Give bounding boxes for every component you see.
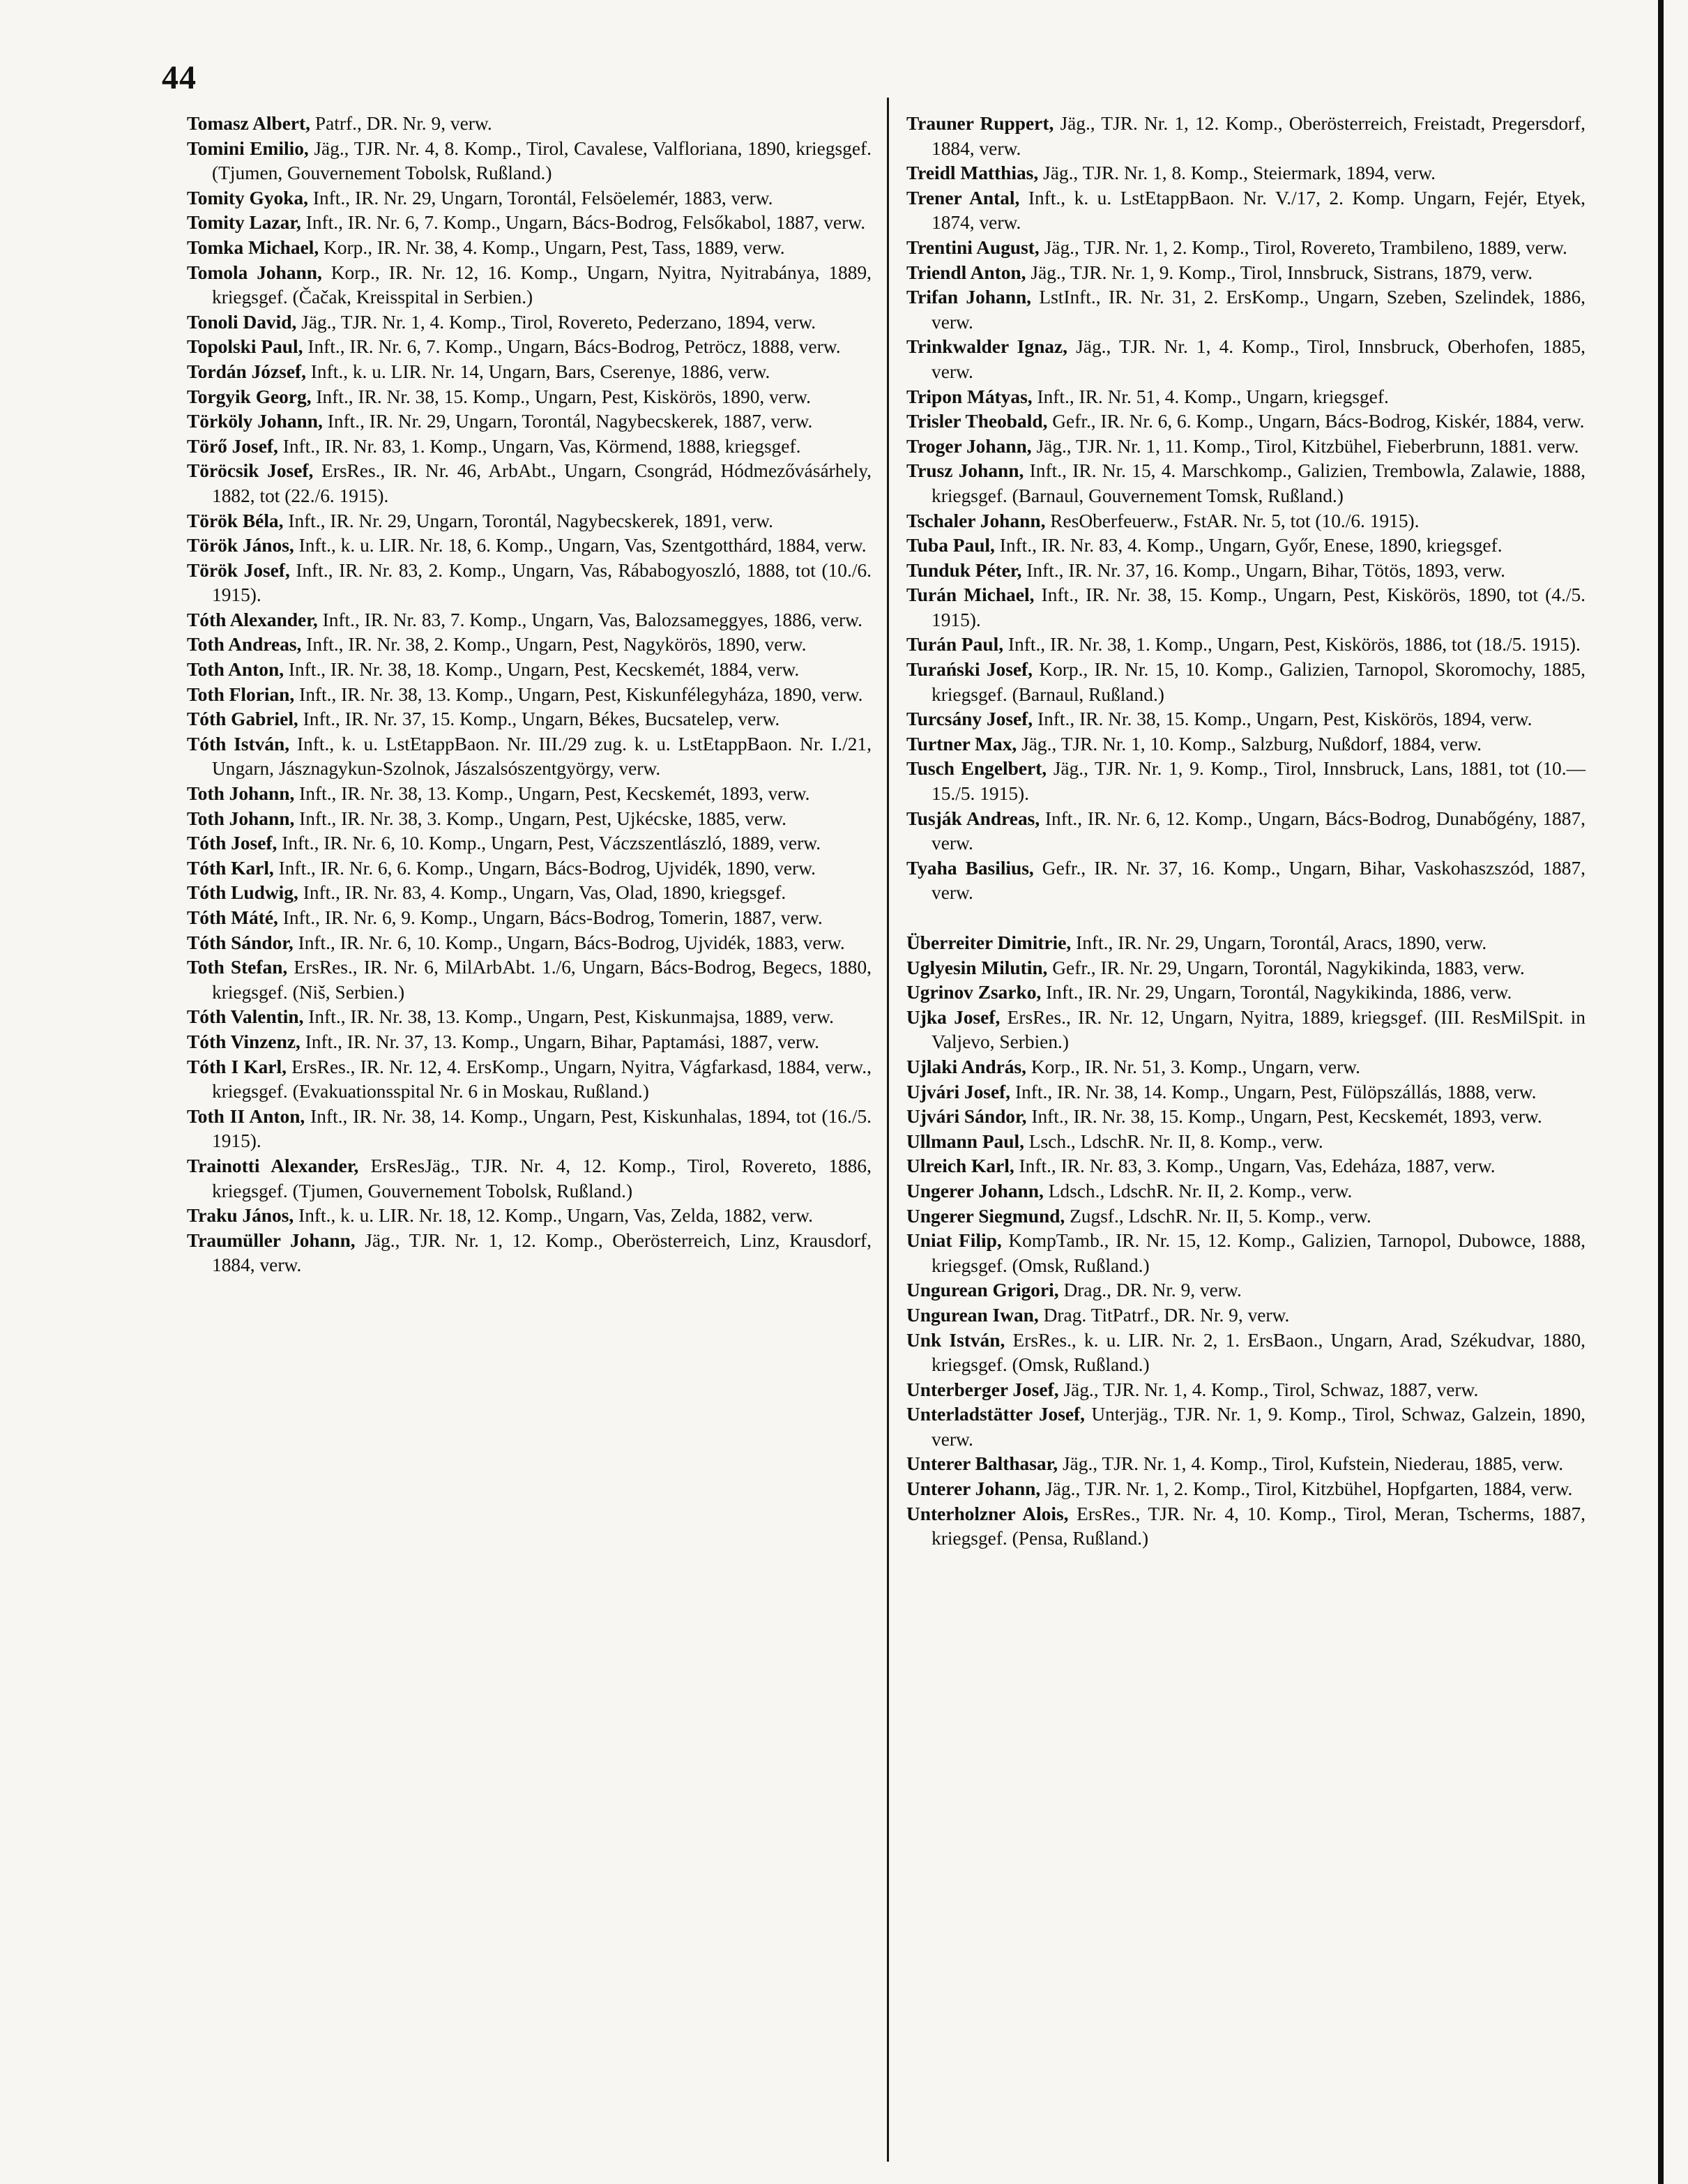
- list-entry: [187, 1105, 872, 1154]
- list-entry: [906, 509, 1586, 534]
- entry-name: Tyaha Basilius,: [906, 857, 1034, 879]
- list-entry: [187, 236, 872, 261]
- list-entry: [187, 186, 872, 211]
- entry-details: Inft., k. u. LstEtappBaon. Nr. V./17, 2. Komp. Ungarn, Fejér, Etyek, 1874, verw.: [932, 187, 1586, 234]
- entry-name: Török Béla,: [187, 510, 284, 531]
- list-entry: [906, 1502, 1586, 1552]
- list-entry: [906, 931, 1586, 956]
- entry-details: Jäg., TJR. Nr. 1, 4. Komp., Tirol, Rovereto, Pederzano, 1894, verw.: [296, 311, 816, 333]
- entry-details: Inft., IR. Nr. 38, 2. Komp., Ungarn, Pest, Nagykörös, 1890, verw.: [301, 634, 807, 655]
- list-entry: [187, 137, 872, 186]
- entry-details: Jäg., TJR. Nr. 1, 4. Komp., Tirol, Schwaz, 1887, verw.: [1058, 1379, 1479, 1400]
- entry-details: Drag., DR. Nr. 9, verw.: [1058, 1280, 1242, 1301]
- entry-name: Traku János,: [187, 1205, 294, 1227]
- entry-details: Inft., IR. Nr. 29, Ungarn, Torontál, Felsöelemér, 1883, verw.: [308, 187, 773, 208]
- entry-details: Inft., IR. Nr. 37, 13. Komp., Ungarn, Bihar, Paptamási, 1887, verw.: [300, 1031, 820, 1052]
- list-entry: [906, 1452, 1586, 1477]
- list-entry: [906, 434, 1586, 460]
- entry-details: Jäg., TJR. Nr. 1, 11. Komp., Tirol, Kitzbühel, Fieberbrunn, 1881. verw.: [1031, 435, 1579, 457]
- entry-details: Inft., IR. Nr. 38, 18. Komp., Ungarn, Pest, Kecskemét, 1884, verw.: [284, 659, 800, 681]
- entry-details: Jäg., TJR. Nr. 1, 12. Komp., Oberösterreich, Linz, Krausdorf, 1884, verw.: [212, 1229, 872, 1276]
- entry-details: Inft., IR. Nr. 6, 6. Komp., Ungarn, Bács-Bodrog, Ujvidék, 1890, verw.: [273, 857, 816, 879]
- list-entry: [906, 385, 1586, 410]
- list-entry: [187, 782, 872, 807]
- entry-name: Tripon Mátyas,: [906, 386, 1033, 407]
- entry-name: Trener Antal,: [906, 187, 1020, 208]
- entry-details: Inft., IR. Nr. 6, 7. Komp., Ungarn, Bács-Bodrog, Petröcz, 1888, verw.: [303, 336, 841, 358]
- entry-name: Tomola Johann,: [187, 261, 322, 283]
- entry-name: Törköly Johann,: [187, 411, 323, 432]
- entry-name: Tóth Alexander,: [187, 609, 318, 630]
- list-entry: [906, 807, 1586, 856]
- entry-details: Inft., IR. Nr. 51, 4. Komp., Ungarn, kriegsgef.: [1032, 386, 1389, 407]
- entry-details: Jäg., TJR. Nr. 1, 4. Komp., Tirol, Kufstein, Niederau, 1885, verw.: [1058, 1453, 1564, 1475]
- list-entry: [187, 211, 872, 236]
- entry-details: Jäg., TJR. Nr. 1, 9. Komp., Tirol, Innsbruck, Sistrans, 1879, verw.: [1026, 261, 1533, 283]
- entry-details: ErsRes., IR. Nr. 46, ArbAbt., Ungarn, Csongrád, Hódmezővásárhely, 1882, tot (22./6. 1915).: [212, 460, 872, 506]
- entry-name: Toth II Anton,: [187, 1105, 305, 1127]
- entry-name: Toth Johann,: [187, 807, 295, 829]
- entry-name: Töröcsik Josef,: [187, 460, 314, 482]
- entry-details: Inft., IR. Nr. 83, 4. Komp., Ungarn, Vas, Olad, 1890, kriegsgef.: [298, 882, 786, 904]
- entry-name: Turán Paul,: [906, 634, 1004, 655]
- entry-name: Troger Johann,: [906, 435, 1032, 457]
- list-entry: [906, 1105, 1586, 1130]
- entry-details: Inft., IR. Nr. 83, 2. Komp., Ungarn, Vas, Rábabogyoszló, 1888, tot (10./6. 1915).: [212, 559, 872, 606]
- list-entry: [187, 931, 872, 956]
- entry-name: Uniat Filip,: [906, 1230, 1002, 1252]
- list-entry: [187, 409, 872, 434]
- list-entry: [187, 1030, 872, 1055]
- list-entry: [906, 559, 1586, 584]
- list-entry: [906, 1130, 1586, 1155]
- entry-name: Toth Andreas,: [187, 634, 302, 655]
- list-entry: [187, 112, 872, 137]
- entry-name: Tóth Vinzenz,: [187, 1031, 301, 1052]
- page-edge-border: [1658, 0, 1664, 2184]
- entry-details: Jäg., TJR. Nr. 1, 2. Komp., Tirol, Kitzbühel, Hopfgarten, 1884, verw.: [1040, 1478, 1573, 1500]
- entry-details: Inft., k. u. LIR. Nr. 18, 12. Komp., Ungarn, Vas, Zelda, 1882, verw.: [294, 1205, 813, 1227]
- entry-name: Tuba Paul,: [906, 535, 995, 556]
- list-entry: [187, 608, 872, 633]
- list-entry: [187, 881, 872, 906]
- entry-details: Inft., IR. Nr. 38, 3. Komp., Ungarn, Pest, Ujkécske, 1885, verw.: [294, 807, 787, 829]
- entry-details: Inft., IR. Nr. 29, Ungarn, Torontál, Nagybecskerek, 1891, verw.: [283, 510, 773, 531]
- entry-details: Inft., IR. Nr. 6, 12. Komp., Ungarn, Bács-Bodrog, Dunabőgény, 1887, verw.: [932, 807, 1586, 854]
- entry-name: Unterer Johann,: [906, 1478, 1041, 1500]
- entry-name: Török Josef,: [187, 559, 290, 581]
- list-entry: [187, 1204, 872, 1229]
- entry-details: Inft., IR. Nr. 38, 15. Komp., Ungarn, Pest, Kiskörös, 1890, verw.: [311, 386, 811, 407]
- entry-details: ErsRes., IR. Nr. 12, Ungarn, Nyitra, 1889, kriegsgef. (III. ResMilSpit. in Valjevo, Serbien.): [932, 1006, 1586, 1053]
- entry-details: Inft., IR. Nr. 29, Ungarn, Torontál, Nagybecskerek, 1887, verw.: [322, 411, 813, 432]
- entry-name: Török János,: [187, 535, 294, 556]
- entry-name: Turański Josef,: [906, 659, 1033, 681]
- entry-details: Unterjäg., TJR. Nr. 1, 9. Komp., Tirol, Schwaz, Galzein, 1890, verw.: [932, 1404, 1586, 1450]
- entry-name: Topolski Paul,: [187, 336, 303, 358]
- entry-details: Inft., IR. Nr. 29, Ungarn, Torontál, Aracs, 1890, verw.: [1071, 932, 1487, 953]
- entry-details: Jäg., TJR. Nr. 1, 8. Komp., Steiermark, 1894, verw.: [1038, 162, 1436, 184]
- entry-details: Gefr., IR. Nr. 6, 6. Komp., Ungarn, Bács-Bodrog, Kiskér, 1884, verw.: [1047, 411, 1585, 432]
- list-entry: [187, 732, 872, 782]
- entry-name: Unterholzner Alois,: [906, 1503, 1069, 1524]
- entry-name: Tomasz Albert,: [187, 113, 311, 134]
- entry-name: Toth Florian,: [187, 683, 295, 705]
- entry-name: Tschaler Johann,: [906, 510, 1046, 531]
- list-entry: [906, 1179, 1586, 1204]
- list-entry: [906, 583, 1586, 632]
- entry-name: Ulreich Karl,: [906, 1155, 1014, 1177]
- entry-name: Ujlaki András,: [906, 1056, 1026, 1077]
- list-entry: [906, 707, 1586, 732]
- entry-details: ErsRes., IR. Nr. 6, MilArbAbt. 1./6, Ungarn, Bács-Bodrog, Begecs, 1880, kriegsgef. (Niš, Serbien.): [212, 957, 872, 1003]
- page-number: 44: [162, 59, 197, 96]
- entry-details: Inft., IR. Nr. 38, 13. Komp., Ungarn, Pest, Kiskunmajsa, 1889, verw.: [303, 1006, 834, 1028]
- section-gap: [906, 906, 1586, 931]
- list-entry: [906, 1080, 1586, 1105]
- entry-details: Inft., IR. Nr. 38, 15. Komp., Ungarn, Pest, Kiskörös, 1890, tot (4./5. 1915).: [932, 584, 1586, 630]
- entry-details: Inft., IR. Nr. 38, 15. Komp., Ungarn, Pest, Kiskörös, 1894, verw.: [1033, 708, 1533, 730]
- list-entry: [187, 335, 872, 360]
- entry-details: Inft., IR. Nr. 38, 14. Komp., Ungarn, Pest, Kiskunhalas, 1894, tot (16./5. 1915).: [212, 1105, 872, 1152]
- entry-name: Tonoli David,: [187, 311, 297, 333]
- list-entry: [906, 757, 1586, 806]
- entry-details: Inft., k. u. LstEtappBaon. Nr. III./29 zug. k. u. LstEtappBaon. Nr. I./21, Ungarn, Jásznagykun-Szolnok, Jászalsószentgyörgy, verw.: [212, 733, 872, 780]
- entry-name: Toth Anton,: [187, 659, 284, 681]
- entry-name: Tusják Andreas,: [906, 807, 1040, 829]
- list-entry: [187, 683, 872, 708]
- entry-name: Tóth Máté,: [187, 907, 278, 928]
- entry-name: Treidl Matthias,: [906, 162, 1039, 184]
- list-entry: [187, 559, 872, 608]
- list-entry: [906, 236, 1586, 261]
- list-entry: [906, 1154, 1586, 1179]
- list-entry: [906, 285, 1586, 335]
- entry-name: Törő Josef,: [187, 435, 278, 457]
- list-entry: [906, 1278, 1586, 1303]
- entry-name: Unterberger Josef,: [906, 1379, 1059, 1400]
- entry-name: Ungerer Johann,: [906, 1180, 1044, 1201]
- list-entry: [187, 310, 872, 335]
- entry-name: Turtner Max,: [906, 733, 1017, 754]
- list-entry: [906, 186, 1586, 236]
- list-entry: [906, 1378, 1586, 1403]
- entry-details: ErsRes., k. u. LIR. Nr. 2, 1. ErsBaon., Ungarn, Arad, Székudvar, 1880, kriegsgef. (Omsk, Rußland.): [932, 1329, 1586, 1376]
- entry-name: Tordán József,: [187, 361, 306, 382]
- entry-details: ErsRes., IR. Nr. 12, 4. ErsKomp., Ungarn, Nyitra, Vágfarkasd, 1884, verw., kriegsgef. (Evakuationsspital Nr. 6 in Moskau, Rußland.): [212, 1056, 872, 1102]
- list-entry: [906, 409, 1586, 434]
- list-entry: [906, 1229, 1586, 1278]
- list-entry: [906, 1055, 1586, 1080]
- entry-details: Ldsch., LdschR. Nr. II, 2. Komp., verw.: [1043, 1180, 1353, 1201]
- entry-details: Jäg., TJR. Nr. 1, 4. Komp., Tirol, Innsbruck, Oberhofen, 1885, verw.: [932, 336, 1586, 382]
- entry-name: Ujvári Josef,: [906, 1081, 1011, 1102]
- entry-name: Unk István,: [906, 1329, 1005, 1351]
- entry-details: Lsch., LdschR. Nr. II, 8. Komp., verw.: [1024, 1130, 1323, 1152]
- entry-details: KompTamb., IR. Nr. 15, 12. Komp., Galizien, Tarnopol, Dubowce, 1888, kriegsgef. (Omsk, Rußland.): [932, 1230, 1586, 1276]
- entry-name: Tusch Engelbert,: [906, 758, 1047, 780]
- entry-name: Tóth Sándor,: [187, 932, 294, 953]
- entry-details: ResOberfeuerw., FstAR. Nr. 5, tot (10./6. 1915).: [1045, 510, 1420, 531]
- entry-details: Inft., IR. Nr. 38, 13. Komp., Ungarn, Pest, Kecskemét, 1893, verw.: [294, 783, 810, 805]
- entry-name: Turcsány Josef,: [906, 708, 1033, 730]
- list-entry: [906, 1477, 1586, 1502]
- entry-name: Trusz Johann,: [906, 460, 1024, 482]
- entry-name: Ungurean Grigori,: [906, 1280, 1059, 1301]
- entry-name: Tóth Karl,: [187, 857, 274, 879]
- entry-details: Zugsf., LdschR. Nr. II, 5. Komp., verw.: [1065, 1205, 1371, 1227]
- entry-name: Überreiter Dimitrie,: [906, 932, 1072, 953]
- list-entry: [187, 955, 872, 1005]
- list-entry: [906, 1006, 1586, 1055]
- entry-details: Jäg., TJR. Nr. 4, 8. Komp., Tirol, Cavalese, Valfloriana, 1890, kriegsgef. (Tjumen, Gouvernement Tobolsk, Rußland.): [212, 137, 872, 184]
- entry-name: Ujka Josef,: [906, 1006, 1001, 1028]
- list-entry: [906, 632, 1586, 658]
- entry-name: Ungerer Siegmund,: [906, 1205, 1065, 1227]
- entry-name: Ugrinov Zsarko,: [906, 982, 1042, 1003]
- entry-name: Torgyik Georg,: [187, 386, 312, 407]
- list-entry: [187, 261, 872, 310]
- entry-details: LstInft., IR. Nr. 31, 2. ErsKomp., Ungarn, Szeben, Szelindek, 1886, verw.: [932, 287, 1586, 333]
- entry-details: Inft., IR. Nr. 37, 16. Komp., Ungarn, Bihar, Tötös, 1893, verw.: [1021, 559, 1505, 581]
- entry-details: ErsRes., TJR. Nr. 4, 10. Komp., Tirol, Meran, Tscherms, 1887, kriegsgef. (Pensa, Rußland.): [932, 1503, 1586, 1549]
- entry-name: Tomity Gyoka,: [187, 187, 309, 208]
- list-entry: [906, 956, 1586, 981]
- entry-name: Tóth Valentin,: [187, 1006, 304, 1028]
- entry-name: Tóth Gabriel,: [187, 708, 298, 730]
- list-entry: [187, 459, 872, 508]
- entry-details: Gefr., IR. Nr. 29, Ungarn, Torontál, Nagykikinda, 1883, verw.: [1047, 957, 1525, 978]
- entry-details: Inft., IR. Nr. 83, 4. Komp., Ungarn, Győr, Enese, 1890, kriegsgef.: [994, 535, 1503, 556]
- list-entry: [187, 1055, 872, 1105]
- list-entry: [187, 533, 872, 559]
- entry-name: Ujvári Sándor,: [906, 1106, 1027, 1128]
- entry-details: Inft., IR. Nr. 6, 10. Komp., Ungarn, Pest, Váczszentlászló, 1889, verw.: [277, 833, 821, 854]
- entry-details: Jäg., TJR. Nr. 1, 12. Komp., Oberösterreich, Freistadt, Pregersdorf, 1884, verw.: [932, 113, 1586, 159]
- entry-name: Toth Johann,: [187, 783, 295, 805]
- list-entry: [187, 1154, 872, 1204]
- entry-details: Korp., IR. Nr. 38, 4. Komp., Ungarn, Pest, Tass, 1889, verw.: [319, 236, 785, 258]
- entry-details: Inft., IR. Nr. 83, 3. Komp., Ungarn, Vas, Edeháza, 1887, verw.: [1014, 1155, 1496, 1177]
- entry-details: Jäg., TJR. Nr. 1, 2. Komp., Tirol, Rovereto, Trambileno, 1889, verw.: [1039, 236, 1567, 258]
- entry-details: Inft., IR. Nr. 38, 13. Komp., Ungarn, Pest, Kiskunfélegyháza, 1890, verw.: [294, 683, 863, 705]
- list-entry: [187, 1229, 872, 1278]
- entry-details: ErsResJäg., TJR. Nr. 4, 12. Komp., Tirol, Rovereto, 1886, kriegsgef. (Tjumen, Gouvernement Tobolsk, Rußland.): [212, 1155, 872, 1201]
- column-divider: [887, 98, 889, 2162]
- entry-name: Trinkwalder Ignaz,: [906, 336, 1068, 358]
- entry-details: Korp., IR. Nr. 15, 10. Komp., Galizien, Tarnopol, Skoromochy, 1885, kriegsgef. (Barnaul, Rußland.): [932, 659, 1586, 705]
- entry-name: Tomka Michael,: [187, 236, 319, 258]
- list-entry: [906, 261, 1586, 286]
- list-entry: [906, 1204, 1586, 1229]
- entry-name: Trainotti Alexander,: [187, 1155, 359, 1176]
- entry-name: Trifan Johann,: [906, 287, 1032, 308]
- entry-name: Trentini August,: [906, 236, 1040, 258]
- list-entry: [187, 906, 872, 931]
- entry-details: Inft., IR. Nr. 38, 1. Komp., Ungarn, Pest, Kiskörös, 1886, tot (18./5. 1915).: [1003, 634, 1581, 655]
- entry-details: Inft., k. u. LIR. Nr. 14, Ungarn, Bars, Cserenye, 1886, verw.: [305, 361, 770, 382]
- list-entry: [906, 856, 1586, 906]
- right-column: [906, 112, 1586, 1552]
- entry-name: Tóth Josef,: [187, 833, 277, 854]
- entry-details: Drag. TitPatrf., DR. Nr. 9, verw.: [1038, 1304, 1290, 1326]
- entry-name: Tóth Ludwig,: [187, 882, 298, 904]
- entry-details: Inft., IR. Nr. 6, 9. Komp., Ungarn, Bács-Bodrog, Tomerin, 1887, verw.: [277, 907, 823, 928]
- entry-details: Inft., IR. Nr. 6, 7. Komp., Ungarn, Bács-Bodrog, Felsőkabol, 1887, verw.: [301, 212, 866, 234]
- list-entry: [906, 459, 1586, 508]
- list-entry: [906, 1328, 1586, 1378]
- entry-details: Jäg., TJR. Nr. 1, 9. Komp., Tirol, Innsbruck, Lans, 1881, tot (10.—15./5. 1915).: [932, 758, 1586, 805]
- entry-details: Inft., k. u. LIR. Nr. 18, 6. Komp., Ungarn, Vas, Szentgotthárd, 1884, verw.: [294, 535, 867, 556]
- list-entry: [187, 707, 872, 732]
- entry-details: Patrf., DR. Nr. 9, verw.: [310, 113, 492, 134]
- entry-details: Jäg., TJR. Nr. 1, 10. Komp., Salzburg, Nußdorf, 1884, verw.: [1017, 733, 1482, 754]
- entry-details: Korp., IR. Nr. 12, 16. Komp., Ungarn, Nyitra, Nyitrabánya, 1889, kriegsgef. (Čačak, Kreisspital in Serbien.): [212, 261, 872, 308]
- entry-details: Inft., IR. Nr. 83, 1. Komp., Ungarn, Vas, Körmend, 1888, kriegsgef.: [277, 435, 801, 457]
- entry-details: Inft., IR. Nr. 29, Ungarn, Torontál, Nagykikinda, 1886, verw.: [1041, 982, 1512, 1003]
- entry-name: Trauner Ruppert,: [906, 113, 1054, 134]
- entry-name: Trisler Theobald,: [906, 411, 1048, 432]
- entry-name: Tóth I Karl,: [187, 1056, 287, 1077]
- list-entry: [187, 1005, 872, 1030]
- entry-name: Unterladstätter Josef,: [906, 1404, 1086, 1425]
- list-entry: [187, 509, 872, 534]
- list-entry: [906, 1303, 1586, 1328]
- entry-name: Ullmann Paul,: [906, 1130, 1024, 1152]
- list-entry: [906, 335, 1586, 384]
- entry-name: Tóth István,: [187, 733, 290, 754]
- entry-name: Ungurean Iwan,: [906, 1304, 1039, 1326]
- entry-name: Unterer Balthasar,: [906, 1453, 1058, 1475]
- list-entry: [906, 732, 1586, 757]
- list-entry: [906, 533, 1586, 559]
- list-entry: [187, 385, 872, 410]
- entry-name: Traumüller Johann,: [187, 1229, 356, 1251]
- list-entry: [187, 632, 872, 658]
- list-entry: [187, 831, 872, 856]
- list-entry: [906, 112, 1586, 161]
- list-entry: [187, 360, 872, 385]
- entry-details: Gefr., IR. Nr. 37, 16. Komp., Ungarn, Bihar, Vaskohaszszód, 1887, verw.: [932, 857, 1586, 904]
- entry-details: Korp., IR. Nr. 51, 3. Komp., Ungarn, verw.: [1026, 1056, 1361, 1077]
- entry-name: Tomity Lazar,: [187, 212, 301, 234]
- list-entry: [906, 980, 1586, 1006]
- list-entry: [187, 807, 872, 832]
- list-entry: [187, 856, 872, 881]
- entry-details: Inft., IR. Nr. 37, 15. Komp., Ungarn, Békes, Bucsatelep, verw.: [298, 708, 780, 730]
- entry-name: Tomini Emilio,: [187, 137, 309, 159]
- list-entry: [187, 658, 872, 683]
- entry-details: Inft., IR. Nr. 38, 14. Komp., Ungarn, Pest, Fülöpszállás, 1888, verw.: [1010, 1081, 1537, 1102]
- entry-name: Uglyesin Milutin,: [906, 957, 1048, 978]
- left-column: [187, 112, 872, 1278]
- entry-name: Triendl Anton,: [906, 261, 1026, 283]
- list-entry: [906, 161, 1586, 186]
- entry-name: Turán Michael,: [906, 584, 1035, 606]
- entry-name: Tunduk Péter,: [906, 559, 1022, 581]
- list-entry: [906, 1402, 1586, 1452]
- list-entry: [187, 434, 872, 460]
- entry-details: Inft., IR. Nr. 15, 4. Marschkomp., Galizien, Trembowla, Zalawie, 1888, kriegsgef. (Barnaul, Gouvernement Tomsk, Rußland.): [932, 460, 1586, 506]
- entry-details: Inft., IR. Nr. 83, 7. Komp., Ungarn, Vas, Balozsameggyes, 1886, verw.: [317, 609, 862, 630]
- entry-name: Toth Stefan,: [187, 957, 288, 978]
- list-entry: [906, 658, 1586, 707]
- entry-details: Inft., IR. Nr. 6, 10. Komp., Ungarn, Bács-Bodrog, Ujvidék, 1883, verw.: [293, 932, 845, 953]
- entry-details: Inft., IR. Nr. 38, 15. Komp., Ungarn, Pest, Kecskemét, 1893, verw.: [1026, 1106, 1542, 1128]
